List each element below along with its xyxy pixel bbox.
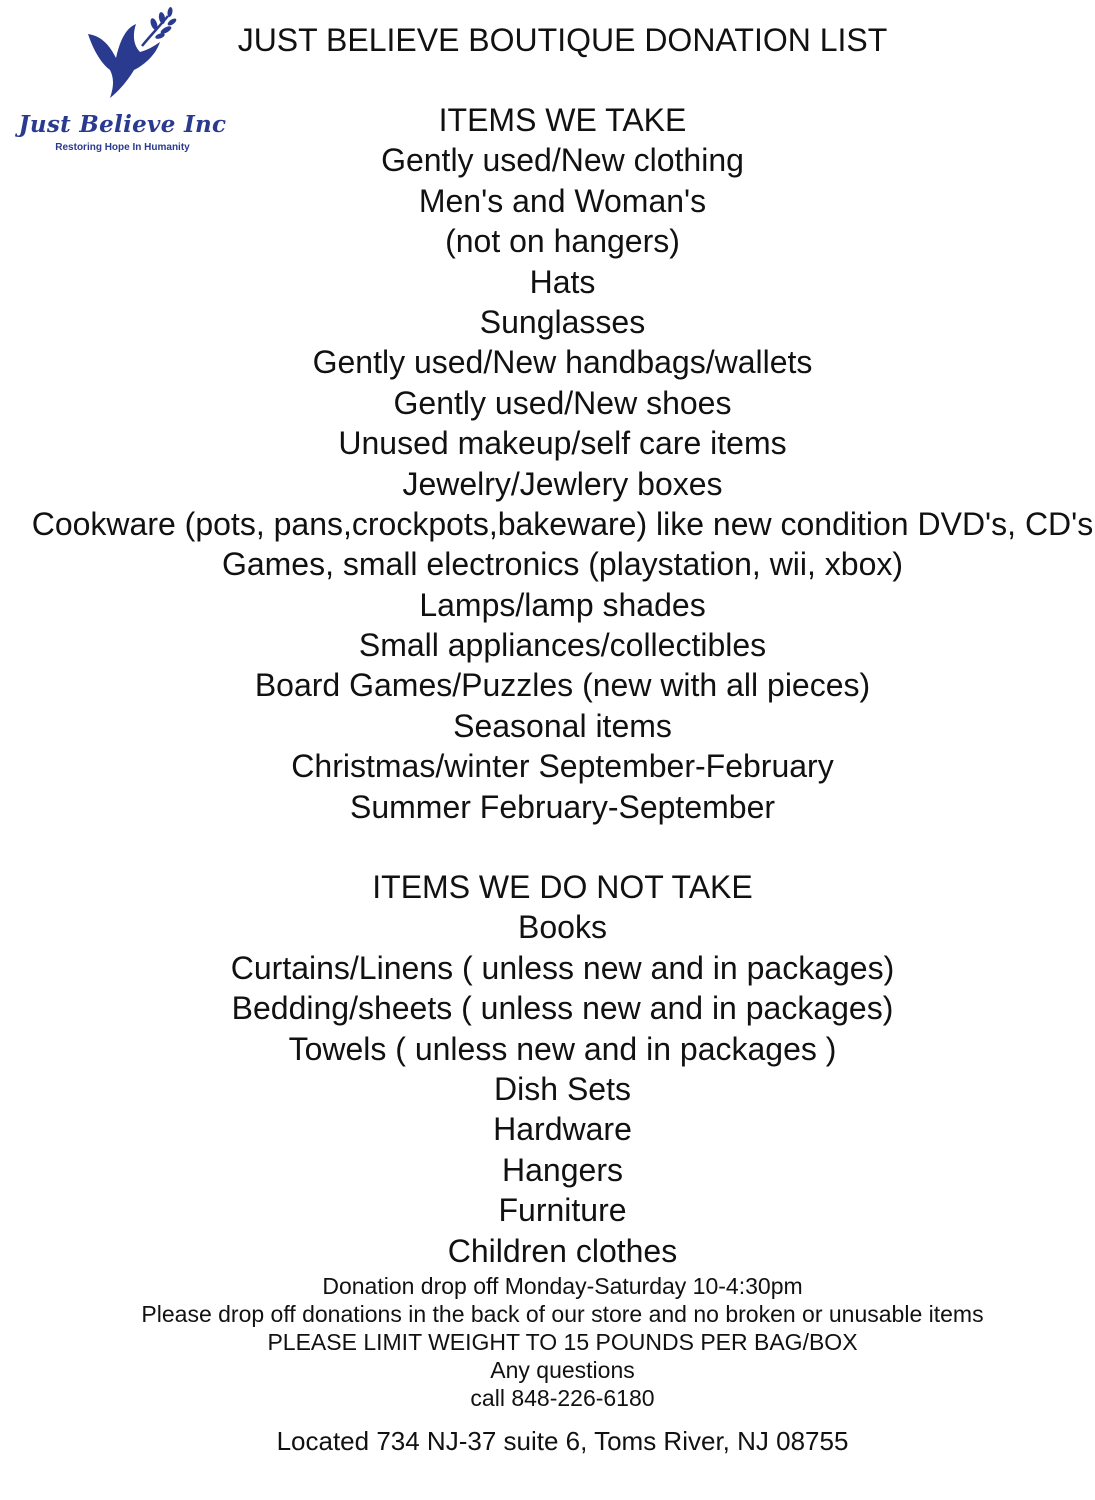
list-item: Bedding/sheets ( unless new and in packages) — [231, 990, 894, 1027]
list-item: Board Games/Puzzles (new with all pieces) — [254, 667, 871, 704]
drop-off-instructions: Please drop off donations in the back of our store and no broken or unusable items — [141, 1301, 984, 1327]
questions-label: Any questions — [490, 1357, 635, 1383]
list-item: Men's and Woman's — [418, 182, 707, 219]
store-address: Located 734 NJ-37 suite 6, Toms River, NJ 08755 — [276, 1426, 849, 1456]
drop-off-info — [0, 1272, 1095, 1412]
list-item: Lamps/lamp shades — [419, 586, 706, 623]
list-item: (not on hangers) — [445, 223, 680, 260]
list-item: Dish Sets — [494, 1070, 631, 1107]
list-item: Gently used/New shoes — [393, 384, 732, 421]
items-we-take-section — [0, 100, 1095, 827]
list-item: Christmas/winter September-February — [291, 748, 834, 785]
list-item: Hardware — [493, 1111, 632, 1148]
page-title: JUST BELIEVE BOUTIQUE DONATION LIST — [237, 22, 888, 58]
logo-name: Just Believe Inc — [18, 111, 227, 138]
drop-off-hours: Donation drop off Monday-Saturday 10-4:30pm — [322, 1273, 803, 1299]
list-item: Books — [518, 909, 607, 946]
list-item: Seasonal items — [453, 707, 672, 744]
section-heading: ITEMS WE DO NOT TAKE — [372, 869, 753, 905]
phone-number: call 848-226-6180 — [470, 1385, 655, 1411]
list-item: Sunglasses — [479, 303, 646, 340]
logo-tagline: Restoring Hope In Humanity — [55, 142, 190, 153]
weight-limit: PLEASE LIMIT WEIGHT TO 15 POUNDS PER BAG/BOX — [267, 1329, 858, 1355]
list-item: Hats — [529, 263, 596, 300]
list-item: Games, small electronics (playstation, wii, xbox) — [221, 546, 904, 583]
list-item: Gently used/New clothing — [381, 142, 744, 179]
list-item: Small appliances/collectibles — [358, 627, 767, 664]
list-item: Hangers — [502, 1151, 623, 1188]
list-item: Unused makeup/self care items — [338, 425, 787, 462]
list-item: Cookware (pots, pans,crockpots,bakeware) like new condition DVD's, CD's — [31, 505, 1094, 542]
list-item: Towels ( unless new and in packages ) — [288, 1030, 837, 1067]
list-item: Gently used/New handbags/wallets — [312, 344, 813, 381]
list-item: Curtains/Linens ( unless new and in packages) — [230, 949, 895, 986]
list-item: Jewelry/Jewlery boxes — [402, 465, 723, 502]
items-we-do-not-take-section — [0, 867, 1095, 1271]
list-item: Children clothes — [447, 1232, 678, 1269]
list-item: Furniture — [498, 1192, 627, 1229]
section-heading: ITEMS WE TAKE — [438, 102, 687, 138]
list-item: Summer February-September — [349, 788, 776, 825]
